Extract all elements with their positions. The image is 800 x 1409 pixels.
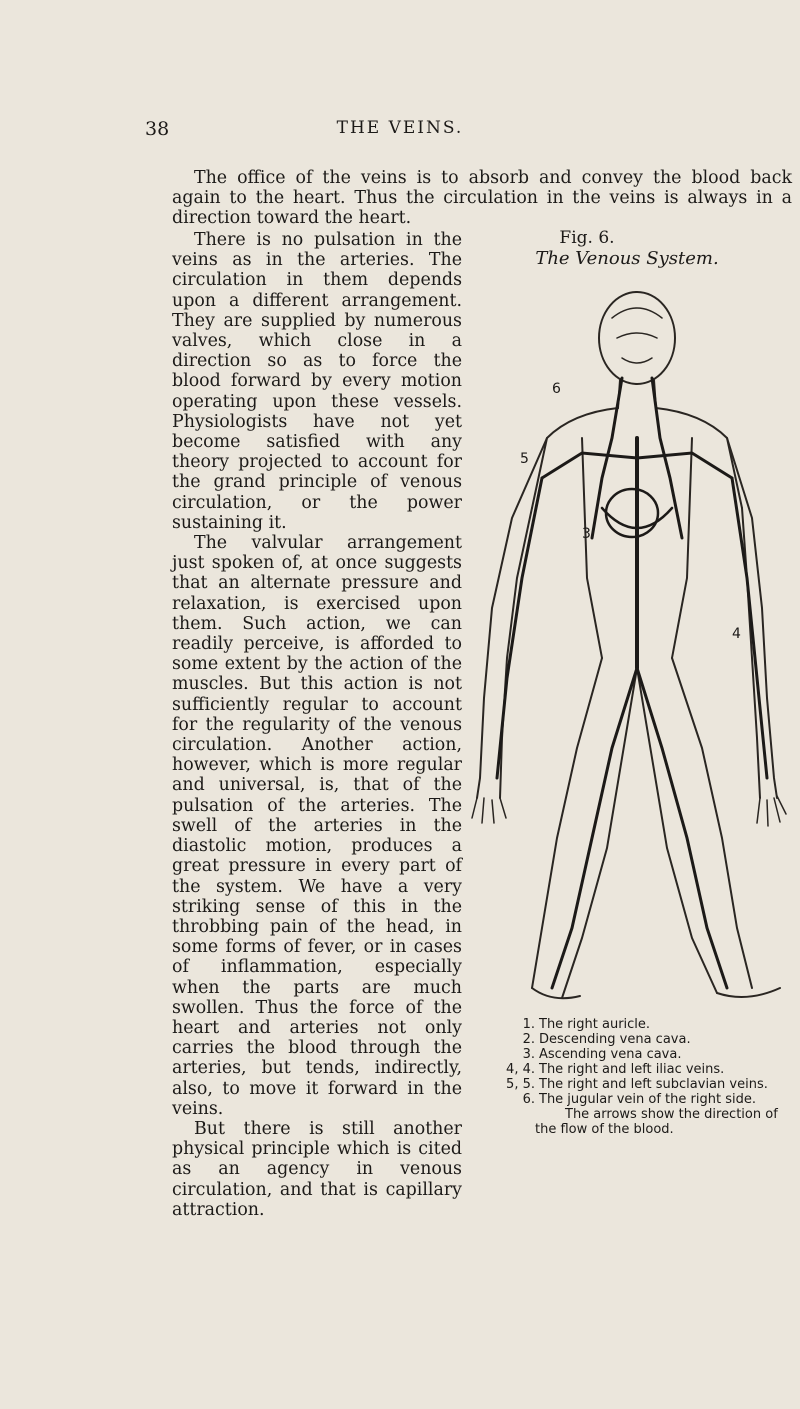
legend-item: 2. Descending vena cava. (522, 1032, 691, 1047)
head-outline (599, 292, 675, 384)
legend-item: 5, 5. The right and left subclavian veins. (506, 1077, 768, 1092)
figure-venous-system (462, 228, 792, 1018)
intro-text (172, 168, 792, 229)
figure-legend (505, 1017, 795, 1137)
paragraph-pulsation: There is no pulsation in the veins as in the arteries. The circulation in them depends upon a different arrangement. They are supplied by numerous valves, which close in a direction so as to force the blood forward by every motion operating upon these vessels. Physiologists have not yet become satisfied with any theory projected to account for the grand principle of venous circulation, or the power sustaining it. (172, 230, 462, 533)
legend-item: 6. The jugular vein of the right side. (522, 1092, 756, 1107)
figure-title: The Venous System. (535, 248, 719, 269)
legend-note: The arrows show the direction of the flow of the blood. (535, 1107, 778, 1137)
page-header (0, 118, 800, 148)
figure-label: Fig. 6. (559, 228, 615, 248)
marker-5: 5 (520, 451, 529, 467)
venous-system-illustration (462, 278, 792, 1018)
legend-item: 1. The right auricle. (522, 1017, 651, 1032)
marker-4: 4 (732, 626, 741, 642)
marker-3: 3 (582, 526, 591, 542)
paragraph-capillary: But there is still another physical principle which is cited as an agency in venous circulation, and that is capillary attraction. (172, 1118, 462, 1220)
intro-paragraph: The office of the veins is to absorb and convey the blood back again to the heart. Thus the circulation in the veins is always in a direction toward the heart. (172, 168, 792, 229)
legend-item: 4, 4. The right and left iliac veins. (506, 1062, 725, 1077)
paragraph-valves: The valvular arrangement just spoken of, at once suggests that an alternate pressure and relaxation, is exercised upon them. Such action, we can readily perceive, is afforded to some extent by the action of the muscles. But this action is not sufficiently regular to account for the regularity of the venous circulation. Another action, however, which is more regular and universal, is, that of the pulsation of the arteries. The swell of the arteries in the diastolic motion, produces a great pressure in every part of the system. We have a very striking sense of this in the throbbing pain of the head, in some forms of fever, or in cases of inflammation, especially when the parts are much swollen. Thus the force of the heart and arteries not only carries the blood through the arteries, but tends, indirectly, also, to move it forward in the veins. (172, 533, 462, 1119)
body-column (172, 230, 462, 1220)
running-head: THE VEINS. (336, 118, 464, 138)
legend-item: 3. Ascending vena cava. (522, 1047, 682, 1062)
page-number: 38 (145, 118, 170, 140)
heart-shape (606, 489, 658, 537)
marker-6: 6 (552, 381, 561, 397)
